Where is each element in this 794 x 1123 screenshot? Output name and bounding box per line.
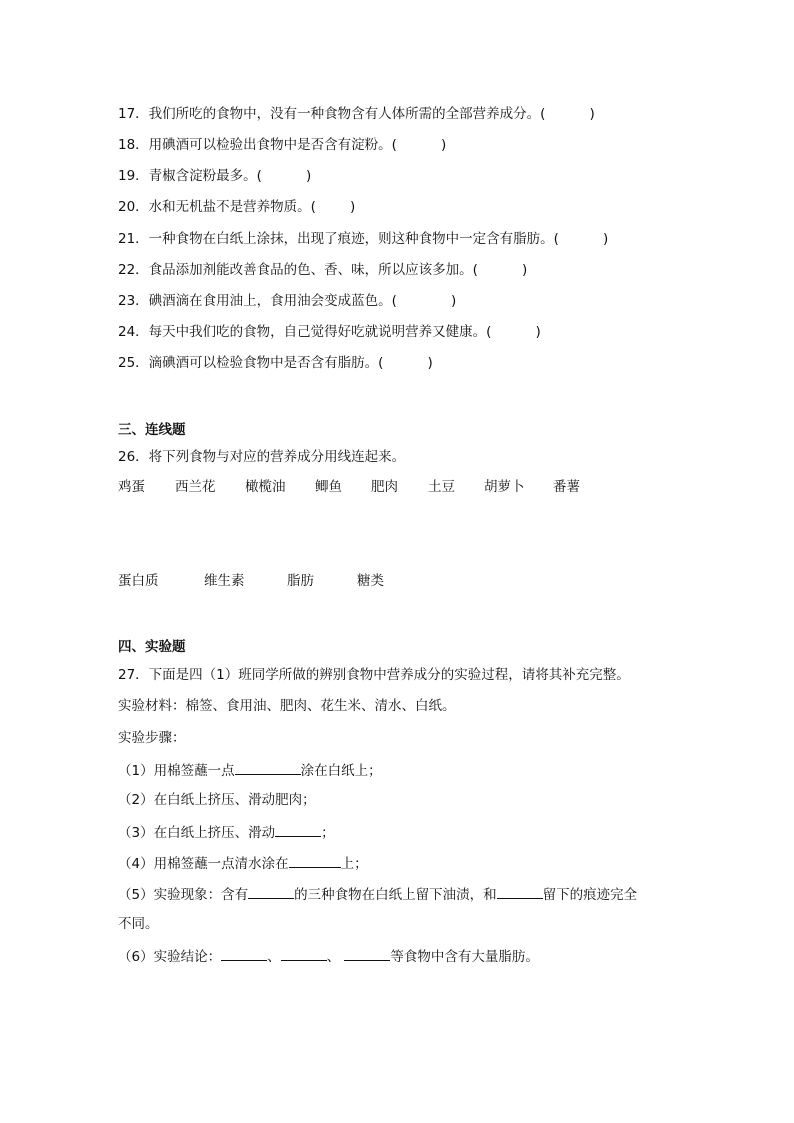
step-5-text-c: 留下的痕迹完全 [542,887,638,903]
food-item[interactable]: 土豆 [428,479,455,495]
nutrient-item[interactable]: 脂肪 [287,573,314,589]
step-5-continued: 不同。 [118,916,159,932]
answer-blank[interactable] [221,946,267,961]
judgement-item [118,261,527,279]
experiment-heading: 四、实验题 [118,639,186,655]
judgement-question-text: 18．用碘酒可以检验出食物中是否含有淀粉。( [118,137,397,153]
matching-heading: 三、连线题 [118,422,186,438]
step-1-text-b: 涂在白纸上； [300,763,382,779]
closing-paren: ) [535,324,541,340]
judgement-item [118,323,541,341]
step-3-text-a: （3）在白纸上挤压、滑动 [118,825,276,841]
step-5-text-b: 的三种食物在白纸上留下油渍，和 [294,887,497,903]
judgement-question-text: 17．我们所吃的食物中，没有一种食物含有人体所需的全部营养成分。( [118,106,546,122]
step-6-text-b: 等食物中含有大量脂肪。 [390,949,539,965]
judgement-question-text: 25．滴碘酒可以检验食物中是否含有脂肪。( [118,355,384,371]
judgement-question-text: 20．水和无机盐不是营养物质。( [118,199,316,215]
experiment-question: 27．下面是四（1）班同学所做的辨别食物中营养成分的实验过程，请将其补充完整。 [118,667,630,683]
nutrient-item[interactable]: 糖类 [357,573,384,589]
judgement-item [118,198,355,216]
step-1-text-a: （1）用棉签蘸一点 [118,763,235,779]
step-2: （2）在白纸上挤压、滑动肥肉； [118,792,316,808]
food-item[interactable]: 鸡蛋 [118,479,145,495]
answer-blank[interactable] [235,760,301,775]
judgement-question-text: 21．一种食物在白纸上涂抹，出现了痕迹，则这种食物中一定含有脂肪。( [118,231,559,247]
judgement-item [118,354,433,372]
answer-blank[interactable] [248,884,294,899]
closing-paren: ) [349,199,356,215]
step-6 [118,946,539,966]
nutrient-item[interactable]: 蛋白质 [118,573,159,589]
answer-blank[interactable] [289,853,341,868]
closing-paren: ) [589,106,595,122]
closing-paren: ) [305,168,312,184]
food-item[interactable]: 鲫鱼 [315,479,342,495]
judgement-item [118,136,446,154]
answer-blank[interactable] [344,946,390,961]
food-item[interactable]: 橄榄油 [245,479,286,495]
step-3-text-b: ； [321,825,335,841]
food-item[interactable]: 肥肉 [371,479,398,495]
judgement-question-text: 23．碘酒滴在食用油上，食用油会变成蓝色。( [118,293,397,309]
judgement-question-text: 19．青椒含淀粉最多。( [118,168,262,184]
matching-question: 26．将下列食物与对应的营养成分用线连起来。 [118,449,406,465]
judgement-item [118,167,311,185]
judgement-question-text: 22．食品添加剂能改善食品的色、香、味，所以应该多加。( [118,262,478,278]
nutrient-item[interactable]: 维生素 [204,573,245,589]
closing-paren: ) [450,293,457,309]
step-5 [118,884,637,904]
food-item[interactable]: 番薯 [553,479,580,495]
closing-paren: ) [427,355,433,371]
step-6-separator: 、 [326,949,341,965]
answer-blank[interactable] [275,822,321,837]
step-4 [118,853,368,873]
step-4-text-b: 上； [340,856,368,872]
judgement-question-text: 24．每天中我们吃的食物，自己觉得好吃就说明营养又健康。( [118,324,492,340]
answer-blank[interactable] [281,946,327,961]
experiment-steps-label: 实验步骤： [118,730,186,746]
experiment-materials: 实验材料：棉签、食用油、肥肉、花生米、清水、白纸。 [118,698,456,714]
closing-paren: ) [440,137,447,153]
judgement-item [118,292,456,310]
food-item[interactable]: 西兰花 [175,479,216,495]
judgement-item [118,230,608,248]
judgement-item [118,105,595,123]
step-4-text-a: （4）用棉签蘸一点清水涂在 [118,856,289,872]
step-1 [118,760,382,780]
answer-blank[interactable] [497,884,543,899]
step-6-separator: 、 [267,949,281,965]
step-6-text-a: （6）实验结论： [118,949,222,965]
food-item[interactable]: 胡萝卜 [484,479,525,495]
closing-paren: ) [521,262,528,278]
step-3 [118,822,335,842]
step-5-text-a: （5）实验现象：含有 [118,887,249,903]
closing-paren: ) [602,231,609,247]
